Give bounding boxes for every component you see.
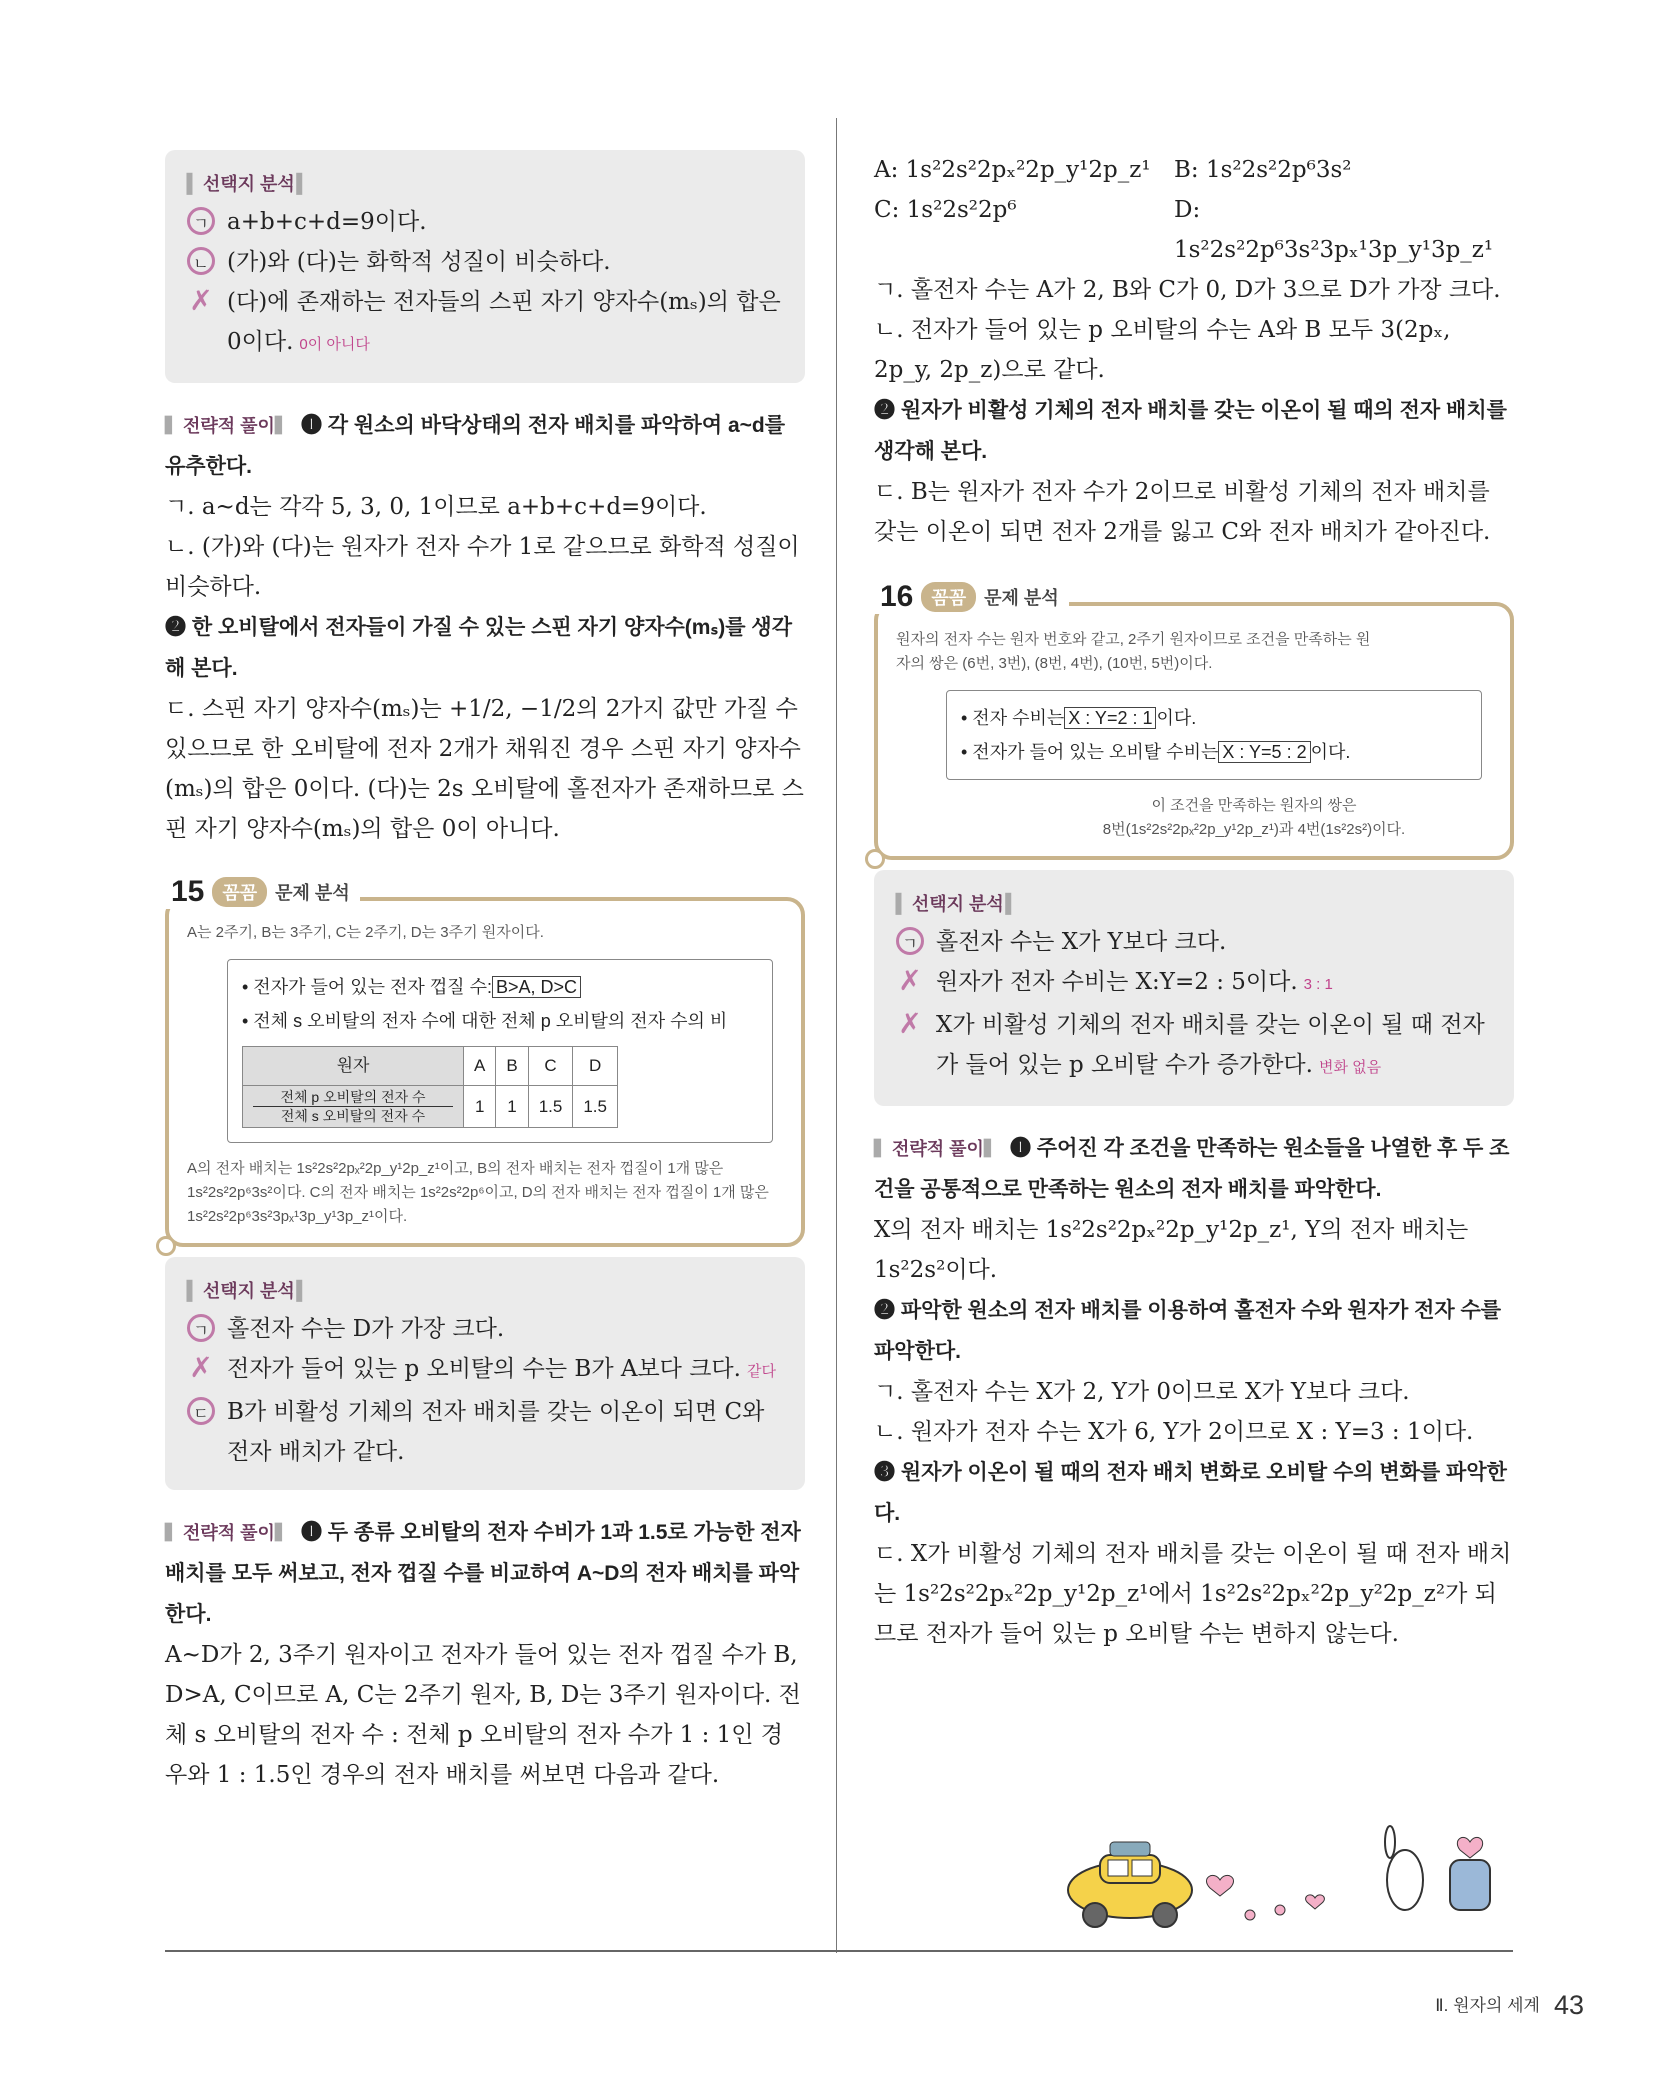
- solution-step: ❷ 파악한 원소의 전자 배치를 이용하여 홀전자 수와 원자가 전자 수를 파악한다.: [874, 1299, 1502, 1363]
- right-column: [874, 150, 1514, 1654]
- electron-configurations: [874, 150, 1514, 270]
- cross-mark-icon: ✗: [898, 964, 922, 997]
- strategic-solution-tag: ▍ 전략적 풀이 ▍: [165, 416, 293, 436]
- problem-header: [161, 875, 360, 909]
- choice-item: [896, 922, 1492, 962]
- page-footer: [1435, 1990, 1584, 2021]
- condition-box: [227, 959, 773, 1143]
- problem-header: [870, 580, 1069, 614]
- problem-analysis-title: 문제 분석: [275, 883, 350, 903]
- rabbit-character-icon: [1385, 1826, 1423, 1910]
- correction-note: 변화 없음: [1318, 1059, 1382, 1076]
- solution-line: ㄴ. 원자가 전자 수는 X가 6, Y가 2이므로 X : Y=3 : 1이다.: [874, 1419, 1474, 1445]
- choice-analysis-tag: ▍ 선택지 분석 ▍: [187, 1277, 783, 1303]
- backpack-icon: [1450, 1837, 1490, 1910]
- cross-mark-icon: ✗: [189, 284, 213, 317]
- cross-mark-icon: ✗: [898, 1007, 922, 1040]
- condition-text: • 전자 수비는: [961, 708, 1065, 728]
- circle-mark-icon: ㄱ: [187, 1314, 215, 1342]
- solution-line: ㄴ. (가)와 (다)는 원자가 전자 수가 1로 같으므로 화학적 성질이 비슷하다.: [165, 534, 800, 600]
- heart-icon: [1207, 1875, 1325, 1920]
- ratio-table: [242, 1046, 618, 1128]
- table-row-label: [243, 1086, 464, 1128]
- frame-dot-icon: [865, 849, 885, 869]
- fraction-numerator: 전체 p 오비탈의 전자 수: [253, 1088, 453, 1107]
- circle-mark-icon: ㄱ: [896, 927, 924, 955]
- strategic-solution-1: [165, 405, 805, 849]
- choice-item: [896, 962, 1492, 1005]
- table-header-cell: D: [573, 1047, 618, 1086]
- choice-item: [896, 1005, 1492, 1088]
- choice-text: 전자가 들어 있는 p 오비탈의 수는 B가 A보다 크다.: [227, 1356, 741, 1382]
- table-cell: 1.5: [528, 1086, 573, 1128]
- choice-text: 홀전자 수는 D가 가장 크다.: [227, 1316, 505, 1342]
- choice-item: [187, 1349, 783, 1392]
- left-column: [165, 150, 805, 1795]
- table-cell: 1: [496, 1086, 528, 1128]
- solution-line: A~D가 2, 3주기 원자이고 전자가 들어 있는 전자 껍질 수가 B, D>A, C이므로 A, C는 2주기 원자, B, D는 3주기 원자이다. 전체 s 오비탈의 전자 수 : 전체 p 오비탈의 전자 수가 1 : 1인 경우와 1 : 1.5인 경우의 전자 배치를 써보면 다음과 같다.: [165, 1642, 801, 1788]
- choice-item: [187, 1309, 783, 1349]
- choice-analysis-tag: ▍ 선택지 분석 ▍: [896, 890, 1492, 916]
- problem-15-analysis: [165, 875, 805, 1247]
- choice-analysis-box-2: [165, 1257, 805, 1490]
- section-title: Ⅱ. 원자의 세계: [1435, 1996, 1540, 2015]
- config-A: A: 1s²2s²2pₓ²2p_y¹2p_z¹: [874, 157, 1151, 183]
- condition-text: • 전자가 들어 있는 오비탈 수비는: [961, 742, 1219, 762]
- solution-step: ❸ 원자가 이온이 될 때의 전자 배치 변화로 오비탈 수의 변화를 파악한다.: [874, 1461, 1507, 1525]
- choice-text: (가)와 (다)는 화학적 성질이 비슷하다.: [227, 249, 611, 275]
- correction-note: 0이 아니다: [299, 336, 370, 353]
- car-character-illustration: [1060, 1820, 1510, 1930]
- table-header-cell: 원자: [243, 1047, 464, 1086]
- choice-item: [187, 242, 783, 282]
- frame-dot-icon: [156, 1236, 176, 1256]
- correction-note: 3 : 1: [1303, 976, 1333, 993]
- choice-text: (다)에 존재하는 전자들의 스핀 자기 양자수(mₛ)의 합은 0이다.: [227, 289, 781, 355]
- solution-line: X의 전자 배치는 1s²2s²2pₓ²2p_y¹2p_z¹, Y의 전자 배치는 1s²2s²이다.: [874, 1217, 1469, 1283]
- solution-step: ❷ 원자가 비활성 기체의 전자 배치를 갖는 이온이 될 때의 전자 배치를 생각해 본다.: [874, 399, 1507, 463]
- choice-text: 원자가 전자 수비는 X:Y=2 : 5이다.: [936, 969, 1298, 995]
- kkomkkom-badge: 꼼꼼: [921, 582, 976, 612]
- condition-text: 이다.: [1310, 742, 1351, 762]
- choice-item: [187, 282, 783, 365]
- problem-analysis-title: 문제 분석: [984, 588, 1059, 608]
- strategic-solution-tag: ▍ 전략적 풀이 ▍: [874, 1139, 1002, 1159]
- choice-analysis-tag: ▍ 선택지 분석 ▍: [187, 170, 783, 196]
- choice-text: B가 비활성 기체의 전자 배치를 갖는 이온이 되면 C와 전자 배치가 같다.: [227, 1399, 765, 1465]
- choice-analysis-box-1: [165, 150, 805, 383]
- kkomkkom-badge: 꼼꼼: [212, 877, 267, 907]
- solution-line: ㄱ. 홀전자 수는 A가 2, B와 C가 0, D가 3으로 D가 가장 크다.: [874, 277, 1501, 303]
- table-header-cell: A: [464, 1047, 496, 1086]
- table-cell: 1.5: [573, 1086, 618, 1128]
- condition-1: [242, 970, 758, 1004]
- choice-text: 홀전자 수는 X가 Y보다 크다.: [936, 929, 1227, 955]
- page-number: 43: [1553, 1990, 1584, 2020]
- choice-analysis-box-3: [874, 870, 1514, 1106]
- annotation-top: 원자의 전자 수는 원자 번호와 같고, 2주기 원자이므로 조건을 만족하는 원자의 쌍은 (6번, 3번), (8번, 4번), (10번, 5번)이다.: [896, 631, 1371, 672]
- config-C: C: 1s²2s²2p⁶: [874, 197, 1017, 223]
- choice-text: X가 비활성 기체의 전자 배치를 갖는 이온이 될 때 전자가 들어 있는 p 오비탈 수가 증가한다.: [936, 1012, 1485, 1078]
- solution-line: ㄷ. 스핀 자기 양자수(mₛ)는 +1/2, −1/2의 2가지 값만 가질 수 있으므로 한 오비탈에 전자 2개가 채워진 경우 스핀 자기 양자수(mₛ)의 합은 0이다. (다)는 2s 오비탈에 홀전자가 존재하므로 스핀 자기 양자수(mₛ)의 합은 0이 아니다.: [165, 696, 804, 842]
- problem-number: 15: [171, 875, 205, 908]
- condition-1: [961, 701, 1467, 735]
- condition-highlight: B>A, D>C: [492, 976, 581, 998]
- solution-continuation: [874, 270, 1514, 552]
- circle-mark-icon: ㄴ: [187, 247, 215, 275]
- solution-step: ❷ 한 오비탈에서 전자들이 가질 수 있는 스핀 자기 양자수(mₛ)를 생각해 본다.: [165, 616, 792, 680]
- condition-highlight: X : Y=2 : 1: [1064, 707, 1156, 729]
- footer-rule: [165, 1950, 1513, 1952]
- solution-line: ㄱ. 홀전자 수는 X가 2, Y가 0이므로 X가 Y보다 크다.: [874, 1379, 1410, 1405]
- condition-text: • 전자가 들어 있는 전자 껍질 수:: [242, 977, 492, 997]
- fraction-denominator: 전체 s 오비탈의 전자 수: [280, 1108, 426, 1124]
- car-icon: [1068, 1842, 1192, 1927]
- circle-mark-icon: ㄷ: [187, 1397, 215, 1425]
- annotation-bottom: A의 전자 배치는 1s²2s²2pₓ²2p_y¹2p_z¹이고, B의 전자 배치는 전자 껍질이 1개 많은 1s²2s²2p⁶3s²이다. C의 전자 배치는 1s²2s²2p⁶이고, D의 전자 배치는 전자 껍질이 1개 많은 1s²2s²2p⁶3s²3pₓ¹3p_y¹3p_z¹이다.: [187, 1160, 769, 1225]
- config-D: D: 1s²2s²2p⁶3s²3pₓ¹3p_y¹3p_z¹: [1174, 197, 1494, 263]
- config-B: B: 1s²2s²2p⁶3s²: [1174, 157, 1352, 183]
- strategic-solution-tag: ▍ 전략적 풀이 ▍: [165, 1523, 293, 1543]
- solution-step: ❶ 각 원소의 바닥상태의 전자 배치를 파악하여 a~d를 유추한다.: [165, 414, 785, 478]
- annotation-line: 이 조건을 만족하는 원자의 쌍은: [1151, 797, 1357, 814]
- solution-line: ㄱ. a~d는 각각 5, 3, 0, 1이므로 a+b+c+d=9이다.: [165, 494, 707, 520]
- strategic-solution-2: [165, 1512, 805, 1795]
- column-divider: [836, 118, 837, 1953]
- annotation-line: 8번(1s²2s²2pₓ²2p_y¹2p_z¹)과 4번(1s²2s²)이다.: [1102, 821, 1406, 838]
- solution-line: ㄷ. X가 비활성 기체의 전자 배치를 갖는 이온이 될 때 전자 배치는 1s²2s²2pₓ²2p_y¹2p_z¹에서 1s²2s²2pₓ²2p_y²2p_z²가 되므로 전자가 들어 있는 p 오비탈 수는 변하지 않는다.: [874, 1541, 1512, 1647]
- solution-line: ㄷ. B는 원자가 전자 수가 2이므로 비활성 기체의 전자 배치를 갖는 이온이 되면 전자 2개를 잃고 C와 전자 배치가 같아진다.: [874, 479, 1491, 545]
- choice-item: [187, 1392, 783, 1472]
- circle-mark-icon: ㄱ: [187, 207, 215, 235]
- annotation-bottom: [896, 794, 1492, 842]
- table-cell: 1: [464, 1086, 496, 1128]
- choice-item: [187, 202, 783, 242]
- table-header-cell: B: [496, 1047, 528, 1086]
- condition-highlight: X : Y=5 : 2: [1218, 741, 1310, 763]
- condition-box: [946, 690, 1482, 780]
- annotation-top: A는 2주기, B는 3주기, C는 2주기, D는 3주기 원자이다.: [187, 924, 544, 941]
- condition-2: [961, 735, 1467, 769]
- solution-step: ❶ 주어진 각 조건을 만족하는 원소들을 나열한 후 두 조건을 공통적으로 만족하는 원소의 전자 배치를 파악한다.: [874, 1137, 1510, 1201]
- cross-mark-icon: ✗: [189, 1351, 213, 1384]
- problem-number: 16: [880, 580, 914, 613]
- solution-line: ㄴ. 전자가 들어 있는 p 오비탈의 수는 A와 B 모두 3(2pₓ, 2p_y, 2p_z)으로 같다.: [874, 317, 1451, 383]
- condition-text: 이다.: [1156, 708, 1197, 728]
- strategic-solution-3: [874, 1128, 1514, 1654]
- condition-2: • 전체 s 오비탈의 전자 수에 대한 전체 p 오비탈의 전자 수의 비: [242, 1011, 728, 1031]
- problem-16-analysis: [874, 580, 1514, 860]
- correction-note: 같다: [746, 1363, 776, 1380]
- solution-step: ❶ 두 종류 오비탈의 전자 수비가 1과 1.5로 가능한 전자 배치를 모두 써보고, 전자 껍질 수를 비교하여 A~D의 전자 배치를 파악한다.: [165, 1521, 801, 1626]
- choice-text: a+b+c+d=9이다.: [227, 209, 427, 235]
- table-header-cell: C: [528, 1047, 573, 1086]
